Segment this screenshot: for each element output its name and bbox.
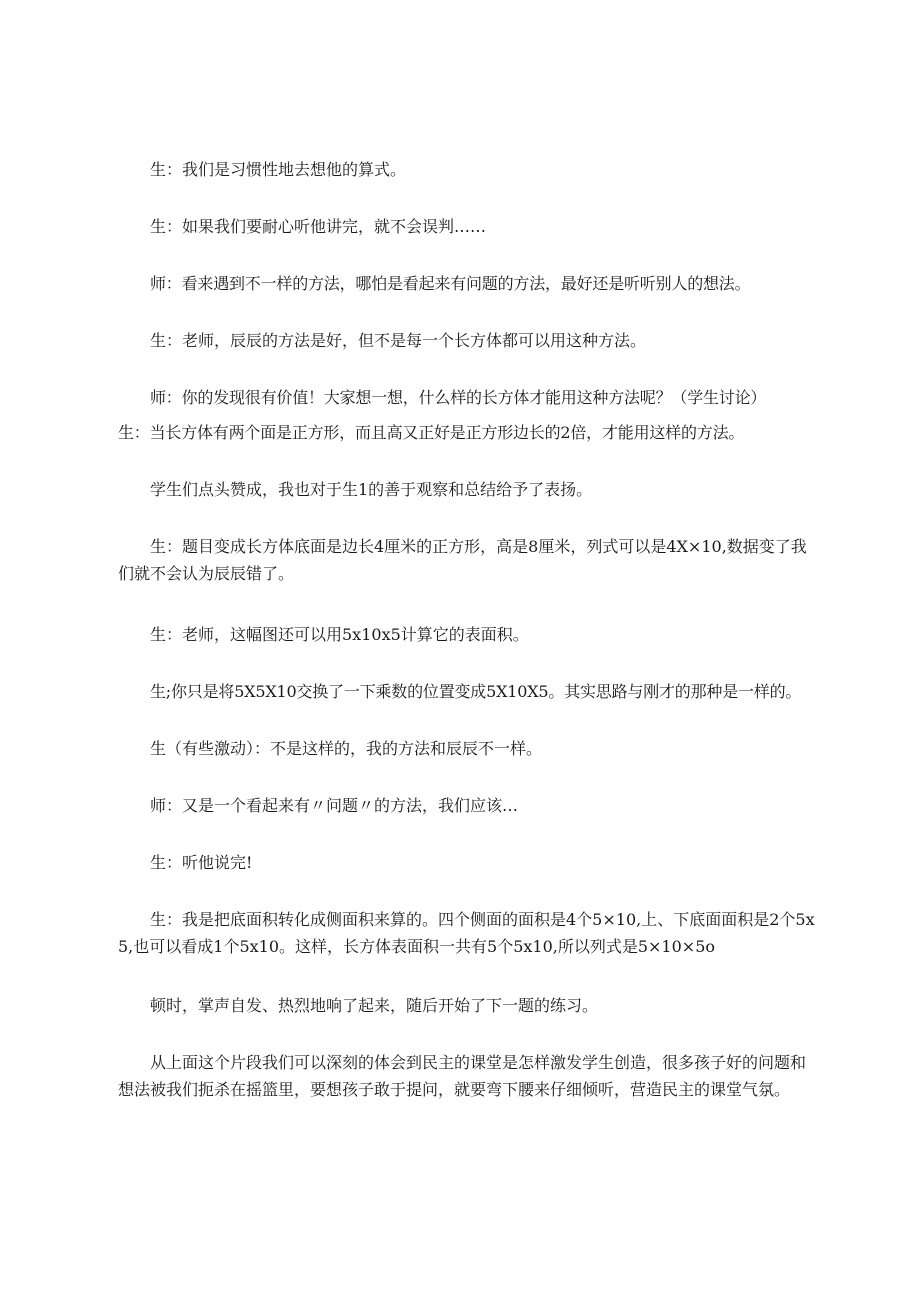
paragraph-student-excited: 生（有些激动）：不是这样的，我的方法和辰辰不一样。 [150, 739, 543, 758]
paragraph-student-5x10x5: 生：老师，这幅图还可以用5x10x5计算它的表面积。 [150, 625, 529, 644]
paragraph-student-variation: 生：题目变成长方体底面是边长4厘米的正方形，高是8厘米，列式可以是4X×10,数据变了我们就不会认为辰辰错了。 [118, 537, 807, 583]
paragraph-teacher-listen: 师：看来遇到不一样的方法，哪怕是看起来有问题的方法，最好还是听听别人的想法。 [150, 274, 751, 293]
paragraph-praise: 学生们点头赞成，我也对于生1的善于观察和总结给予了表扬。 [150, 480, 593, 499]
paragraph-student-habit: 生：我们是习惯性地去想他的算式。 [150, 160, 407, 179]
paragraph-teacher-problem: 师：又是一个看起来有〃问题〃的方法，我们应该… [150, 796, 519, 815]
paragraph-student-swap: 生;你只是将5X5X10交换了一下乘数的位置变成5X10X5。其实思路与刚才的那种是一样的。 [150, 682, 802, 701]
paragraph-student-condition: 生：当长方体有两个面是正方形，而且高又正好是正方形边长的2倍，才能用这样的方法。 [118, 423, 745, 442]
paragraph-applause: 顿时，掌声自发、热烈地响了起来，随后开始了下一题的练习。 [150, 996, 599, 1015]
paragraph-teacher-discovery: 师：你的发现很有价值！大家想一想，什么样的长方体才能用这种方法呢？（学生讨论） [150, 388, 767, 407]
paragraph-student-patience: 生：如果我们要耐心听他讲完，就不会误判…… [150, 217, 487, 236]
paragraph-conclusion: 从上面这个片段我们可以深刻的体会到民主的课堂是怎样激发学生创造，很多孩子好的问题和想法被我们扼杀在摇篮里，要想孩子敢于提问，就要弯下腰来仔细倾听，营造民主的课堂气氛。 [118, 1053, 807, 1099]
paragraph-student-not-every: 生：老师，辰辰的方法是好，但不是每一个长方体都可以用这种方法。 [150, 331, 647, 350]
paragraph-student-method: 生：我是把底面积转化成侧面积来算的。四个侧面的面积是4个5×10,上、下底面面积是2个5x5,也可以看成1个5x10。这样，长方体表面积一共有5个5x10,所以列式是5×10×5o [118, 910, 815, 956]
paragraph-student-listen: 生：听他说完! [150, 853, 253, 872]
